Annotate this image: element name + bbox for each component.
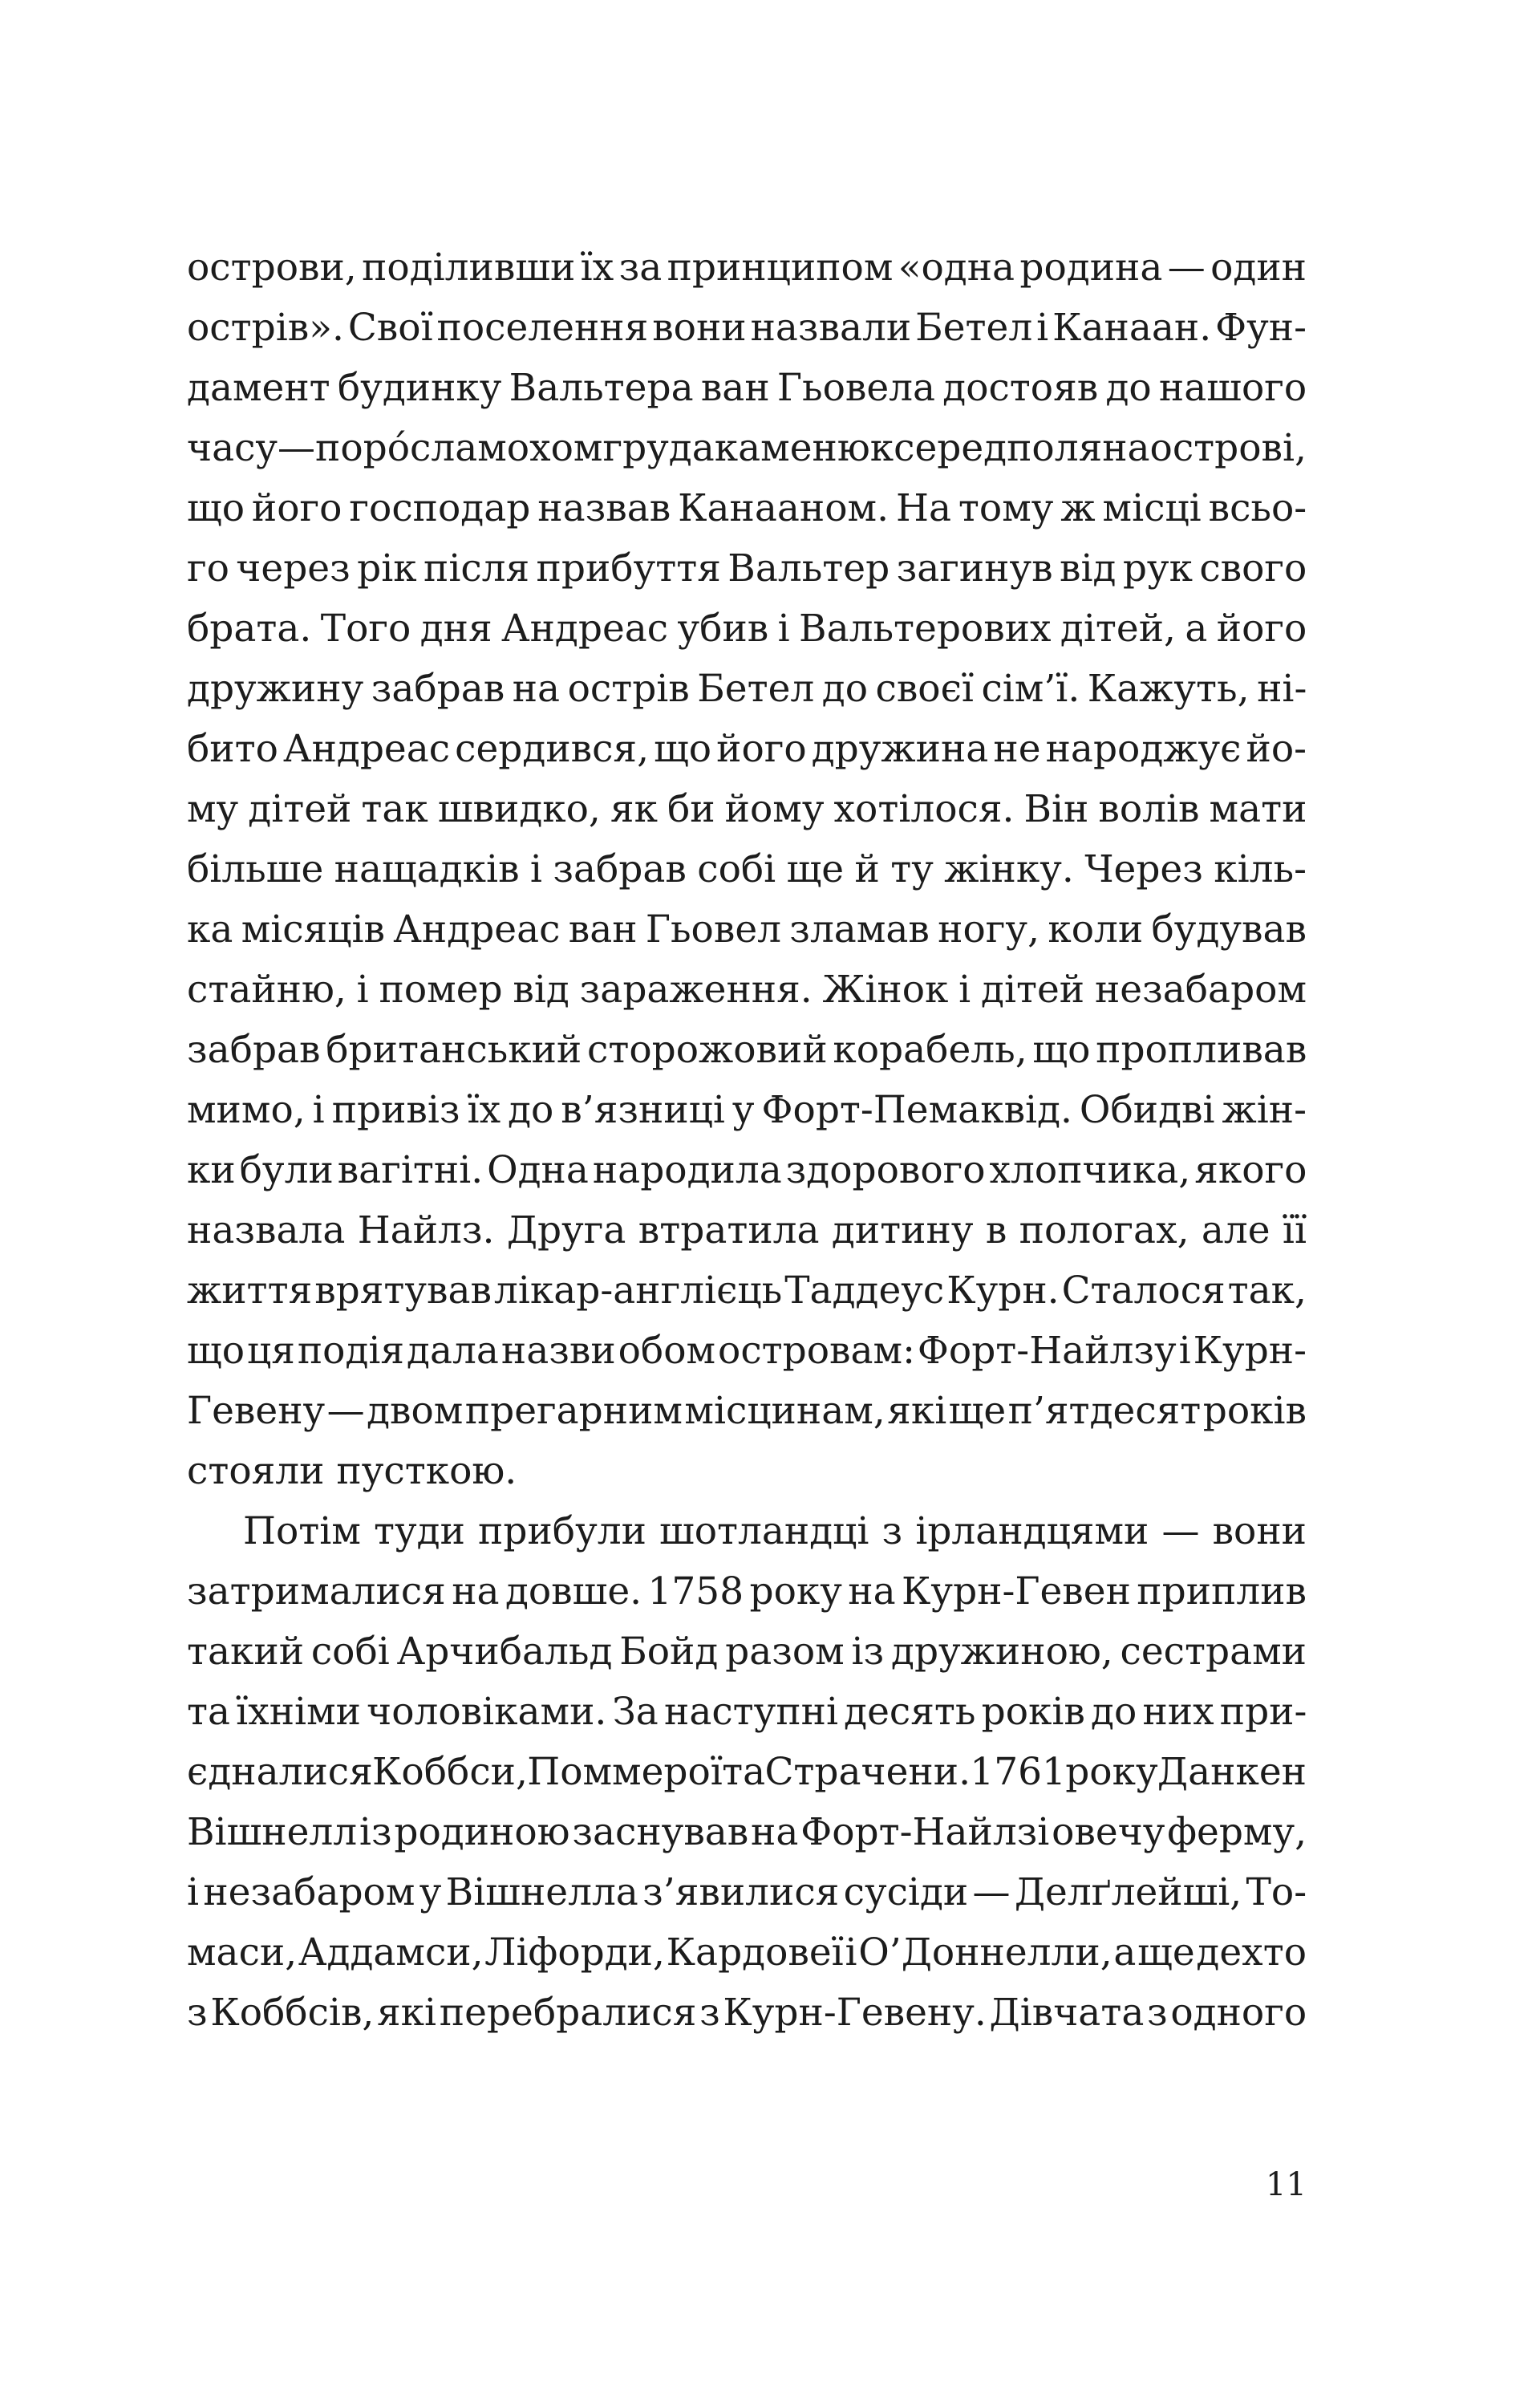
text-line: дружину забрав на острів Бетел до своєї сім’ї. Кажуть, ні- bbox=[187, 667, 1307, 711]
text-line: стайню, і помер від зараження. Жінок і дітей незабаром bbox=[187, 968, 1307, 1012]
text-line: єдналися Коббси, Поммерої та Страчени. 1761 року Данкен bbox=[187, 1750, 1307, 1794]
text-line: назвала Найлз. Друга втратила дитину в пологах, але її bbox=[187, 1208, 1307, 1252]
text-line: Потім туди прибули шотландці з ірландцями — вони bbox=[243, 1509, 1307, 1553]
paragraph-1 bbox=[187, 237, 1307, 1501]
text-line: стояли пусткою. bbox=[187, 1449, 517, 1493]
text-line: острів». Свої поселення вони назвали Бетел і Канаан. Фун- bbox=[187, 306, 1307, 350]
text-line: бито Андреас сердився, що його дружина не народжує йо- bbox=[187, 727, 1307, 771]
text-line: такий собі Арчибальд Бойд разом із дружиною, сестрами bbox=[187, 1630, 1307, 1674]
text-line: дамент будинку Вальтера ван Гьовела достояв до нашого bbox=[187, 366, 1307, 410]
book-page-body bbox=[187, 237, 1307, 2043]
text-line: ка місяців Андреас ван Гьовел зламав ногу, коли будував bbox=[187, 907, 1307, 952]
paragraph-2 bbox=[187, 1501, 1307, 2043]
text-line: що ця подія дала назви обом островам: Форт-Найлзу і Курн- bbox=[187, 1329, 1307, 1373]
text-line: затрималися на довше. 1758 року на Курн-Гевен приплив bbox=[187, 1569, 1307, 1614]
text-line: ки були вагітні. Одна народила здорового хлопчика, якого bbox=[187, 1148, 1307, 1192]
text-line: життя врятував лікар-англієць Таддеус Курн. Сталося так, bbox=[187, 1269, 1307, 1313]
text-line: з Коббсів, які перебралися з Курн-Гевену. Дівчата з одного bbox=[187, 1991, 1307, 2035]
text-line: му дітей так швидко, як би йому хотілося. Він волів мати bbox=[187, 787, 1307, 831]
text-line: що його господар назвав Канааном. На тому ж місці всьо- bbox=[187, 486, 1307, 530]
text-line: та їхніми чоловіками. За наступні десять років до них при- bbox=[187, 1690, 1307, 1734]
text-line: го через рік після прибуття Вальтер загинув від рук свого bbox=[187, 546, 1307, 591]
text-line: Гевену — двом прегарним місцинам, які ще п’ятдесят років bbox=[187, 1389, 1307, 1433]
text-line: Вішнелл із родиною заснував на Форт-Найлзі овечу ферму, bbox=[187, 1810, 1307, 1854]
text-line: острови, поділивши їх за принципом «одна родина — один bbox=[187, 246, 1307, 290]
text-line: часу — поро́сла мохом груда каменюк серед поля на острові, bbox=[187, 426, 1307, 470]
text-line: забрав британський сторожовий корабель, що пропливав bbox=[187, 1028, 1307, 1072]
text-line: і незабаром у Вішнелла з’явилися сусіди — Делґлейші, То- bbox=[187, 1870, 1307, 1914]
text-line: мимо, і привіз їх до в’язниці у Форт-Пемаквід. Обидві жін- bbox=[187, 1088, 1307, 1132]
page-number: 11 bbox=[1266, 2166, 1307, 2203]
text-line: більше нащадків і забрав собі ще й ту жінку. Через кіль- bbox=[187, 847, 1307, 891]
text-line: маси, Аддамси, Ліфорди, Кардовеї і О’Доннелли, а ще дехто bbox=[187, 1930, 1307, 1975]
text-line: брата. Того дня Андреас убив і Вальтерових дітей, а його bbox=[187, 607, 1307, 651]
